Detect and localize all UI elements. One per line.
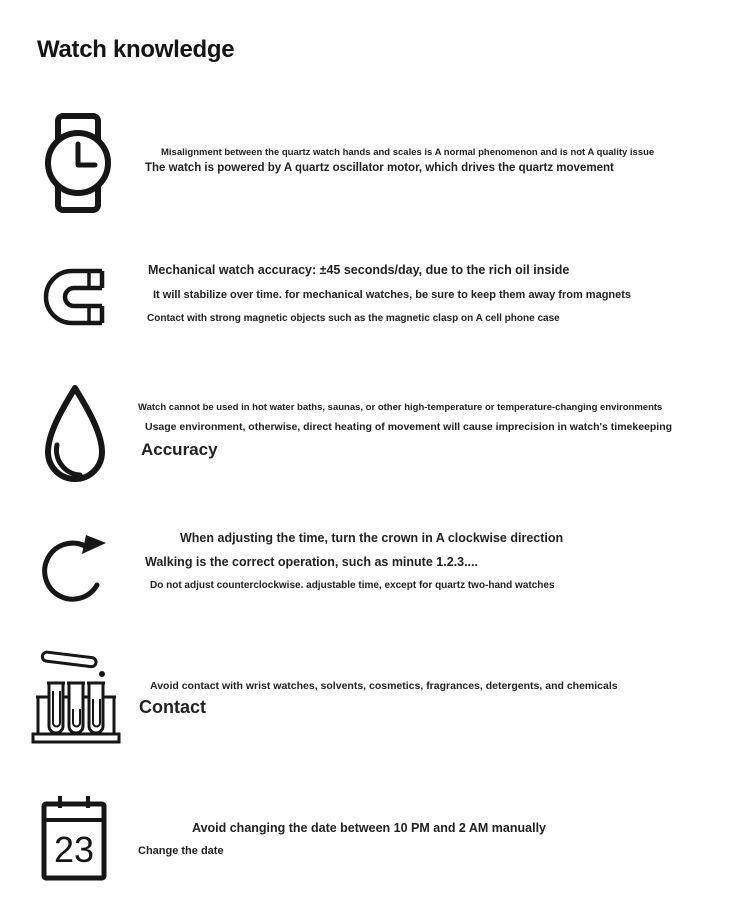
magnet-icon: [42, 267, 106, 327]
wristwatch-icon: [42, 113, 114, 213]
water-drop-icon: [40, 382, 110, 486]
section-quartz-note: Misalignment between the quartz watch hands and scales is A normal phenomenon and is not A quality issue: [161, 147, 655, 158]
section-quartz-main: The watch is powered by A quartz oscillator motor, which drives the quartz movement: [145, 162, 614, 174]
section-magnet-sub: It will stabilize over time. for mechanical watches, be sure to keep them away from magnets: [153, 289, 632, 301]
section-magnet-note: Contact with strong magnetic objects such as the magnetic clasp on A cell phone case: [147, 313, 560, 324]
section-crown-headline: When adjusting the time, turn the crown in A clockwise direction: [180, 531, 564, 545]
section-chemicals-title: Contact: [139, 697, 206, 717]
test-tubes-icon: [30, 647, 122, 747]
section-heat-title: Accuracy: [141, 440, 218, 459]
section-heat-note: Watch cannot be used in hot water baths, saunas, or other high-temperature or temperature-changing environments: [138, 402, 663, 413]
section-crown-note: Do not adjust counterclockwise. adjustable time, except for quartz two-hand watches: [150, 580, 555, 591]
calendar-icon: [40, 792, 108, 882]
page-title: Watch knowledge: [37, 36, 235, 63]
section-magnet-headline: Mechanical watch accuracy: ±45 seconds/day, due to the rich oil inside: [148, 263, 570, 277]
section-date-headline: Avoid changing the date between 10 PM and 2 AM manually: [192, 821, 546, 835]
section-crown-sub: Walking is the correct operation, such as minute 1.2.3....: [145, 555, 478, 569]
section-chemicals-sub: Avoid contact with wrist watches, solvents, cosmetics, fragrances, detergents, and chemicals: [150, 680, 618, 692]
clockwise-arrow-icon: [40, 523, 110, 611]
section-date-sub: Change the date: [138, 845, 224, 857]
section-heat-sub: Usage environment, otherwise, direct heating of movement will cause imprecision in watch's timekeeping: [145, 421, 673, 433]
calendar-day: 23: [53, 829, 95, 870]
